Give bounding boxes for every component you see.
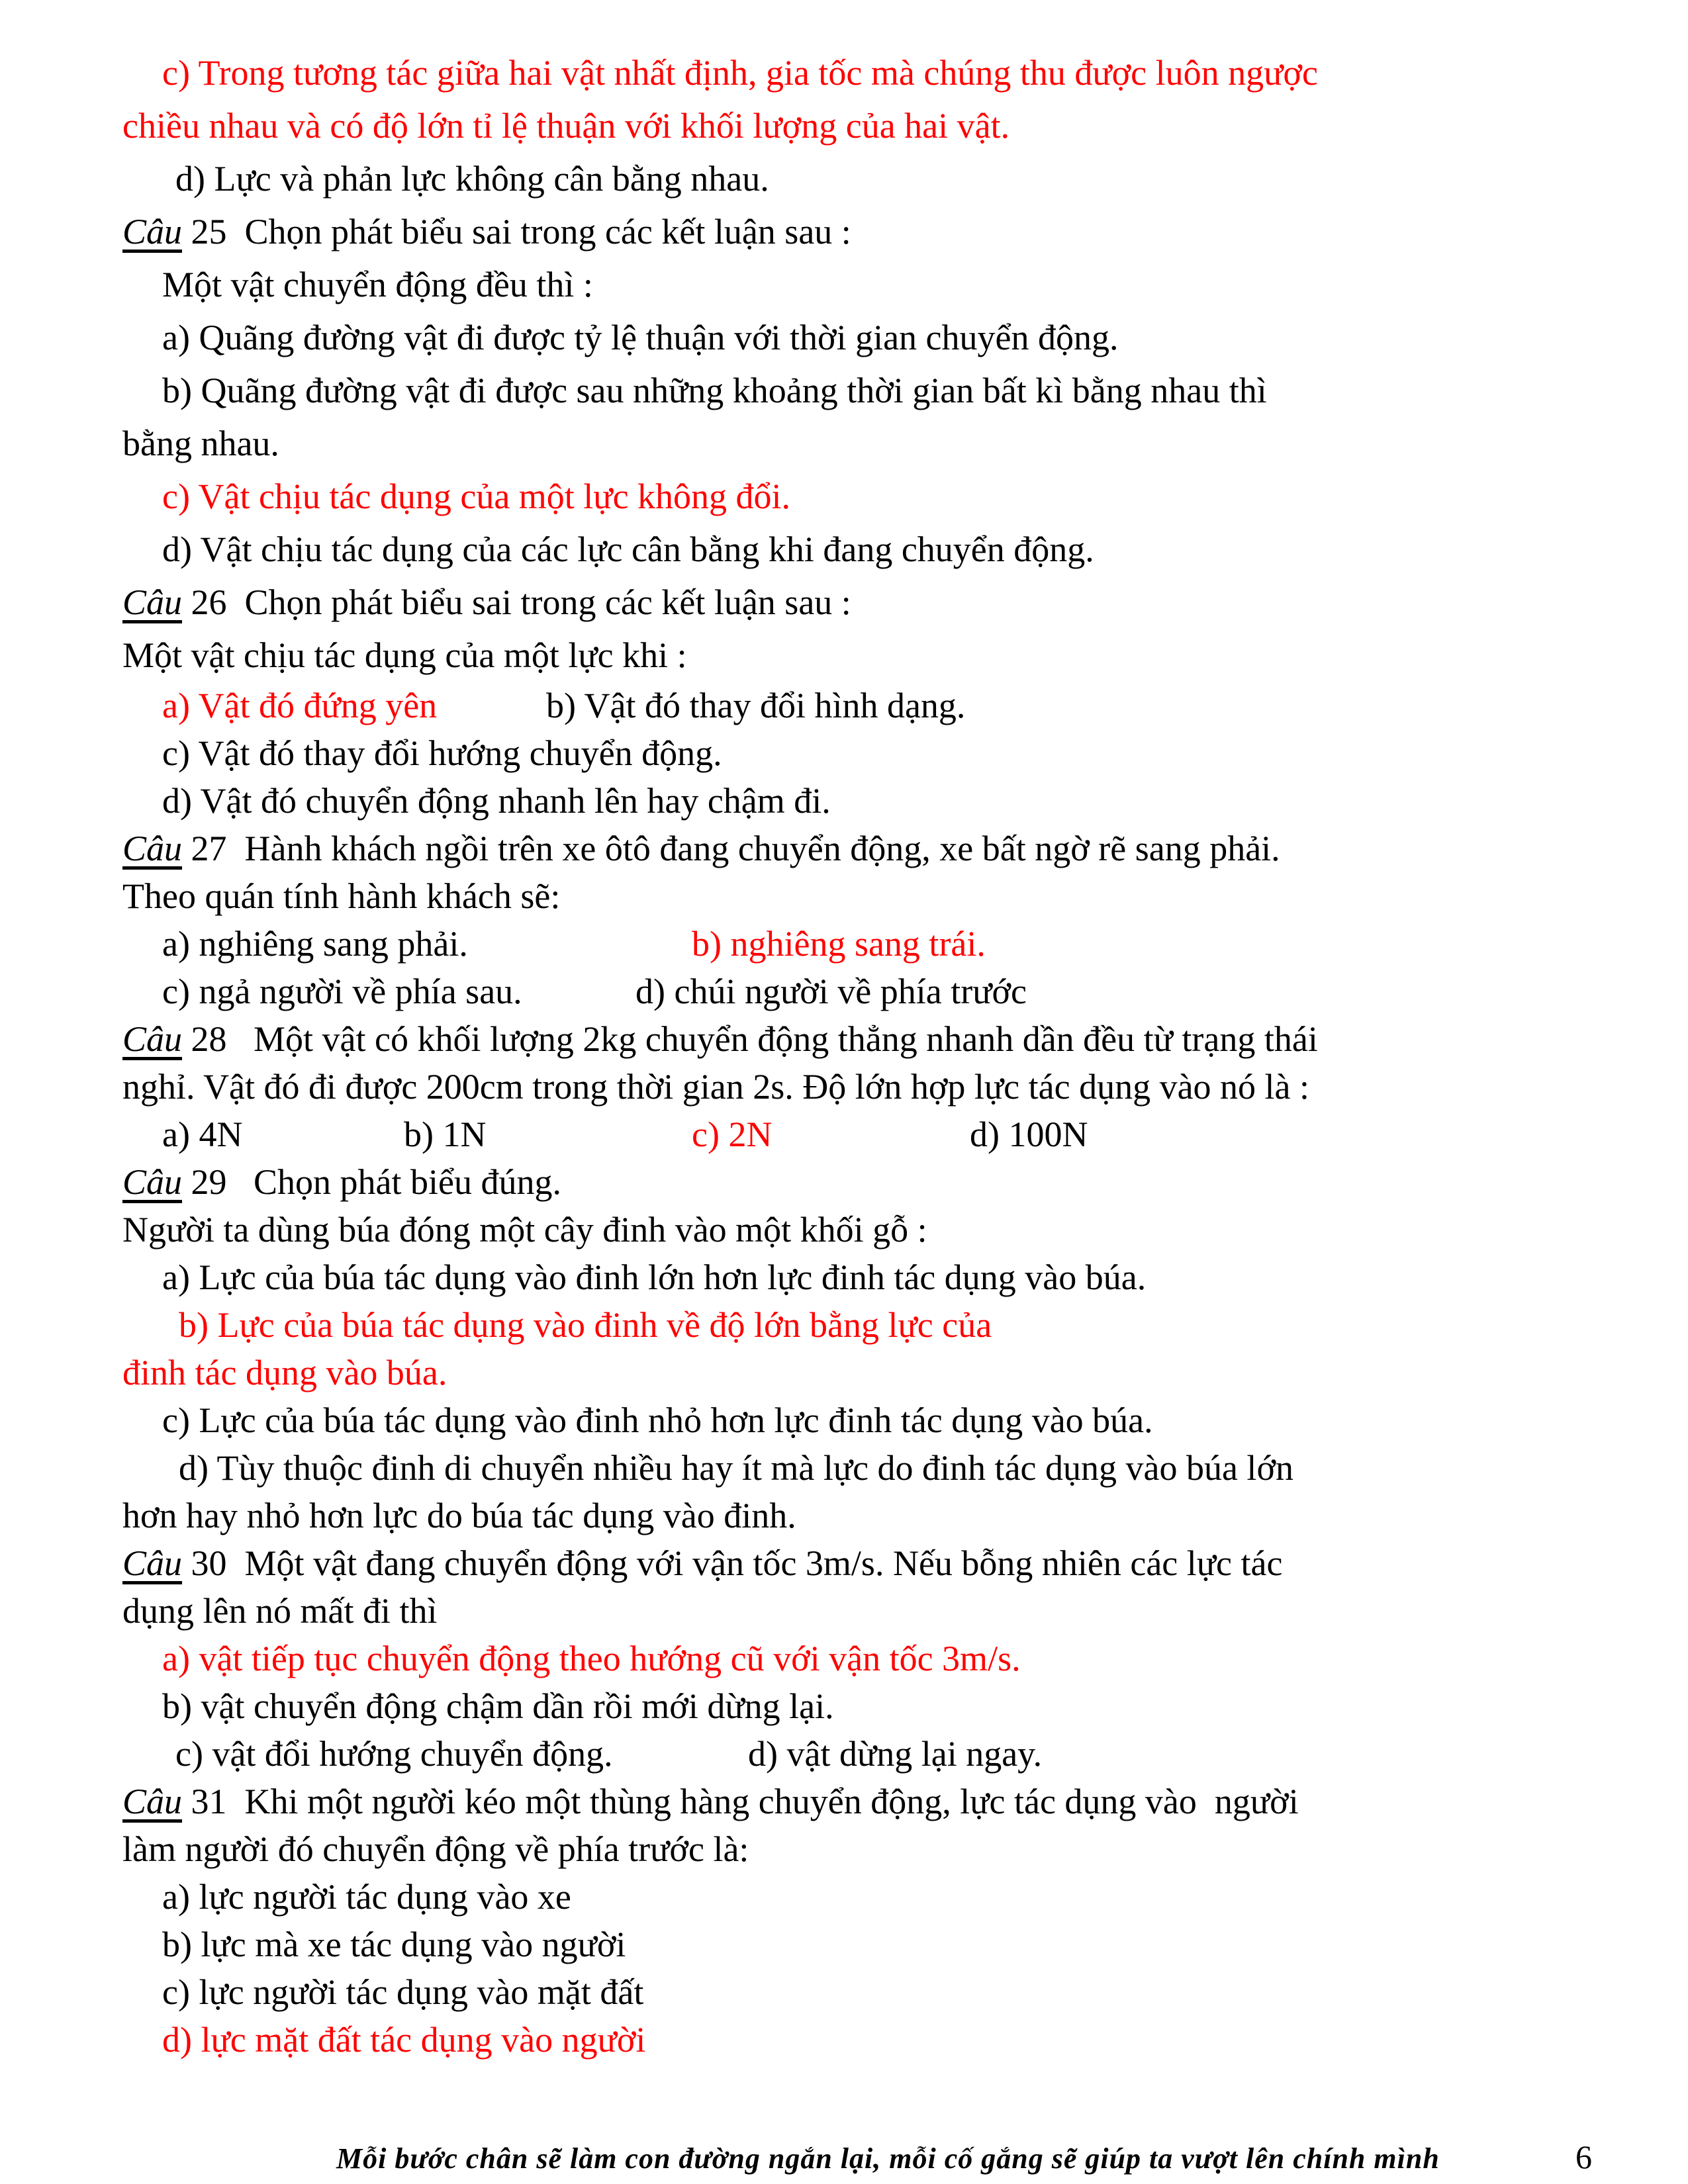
body-text-segment: d) Lực và phản lực không cân bằng nhau. [175,159,769,199]
text-line [0,1968,1688,2016]
body-text-segment: b) Vật đó thay đổi hình dạng. [546,686,966,725]
highlighted-answer-text: c) 2N [692,1115,773,1154]
text-line [0,1206,1688,1253]
text-line [0,1349,1688,1396]
text-line [0,523,1688,576]
text-line [0,417,1688,470]
highlighted-answer-text: c) Trong tương tác giữa hai vật nhất định, gia tốc mà chúng thu được luôn ngược [162,53,1318,93]
text-line [0,1730,1688,1778]
question-number-label: Câu [122,582,183,622]
text-line [0,825,1688,872]
text-line [0,1778,1688,1825]
body-text-segment: d) chúi người về phía trước [635,972,1027,1011]
body-text-segment: 25 Chọn phát biểu sai trong các kết luận sau : [182,212,851,251]
footer-motto: Mỗi bước chân sẽ làm con đường ngắn lại, mỗi cố gắng sẽ giúp ta vượt lên chính mình [336,2142,1440,2175]
highlighted-answer-text: chiều nhau và có độ lớn tỉ lệ thuận với khối lượng của hai vật. [122,106,1010,146]
body-text-segment: d) Vật chịu tác dụng của các lực cân bằng khi đang chuyển động. [162,529,1094,569]
text-line [0,470,1688,523]
body-text-segment: d) 100N [970,1115,1088,1154]
text-line [0,1825,1688,1873]
text-line [0,1301,1688,1349]
text-line [0,1492,1688,1539]
text-line [0,1158,1688,1206]
body-text-segment: c) Lực của búa tác dụng vào đinh nhỏ hơn lực đinh tác dụng vào búa. [162,1400,1153,1440]
text-line [0,152,1688,205]
body-text-segment: làm người đó chuyển động về phía trước là: [122,1829,749,1869]
text-line [0,576,1688,629]
highlighted-answer-text: a) Vật đó đứng yên [162,686,438,725]
text-line [0,1539,1688,1587]
body-text-segment: a) nghiêng sang phải. [162,924,468,964]
text-line [0,1682,1688,1730]
page-footer [0,2138,1688,2184]
body-text-segment: d) Vật đó chuyển động nhanh lên hay chậm đi. [162,781,831,821]
text-line [0,258,1688,311]
text-line [0,872,1688,920]
text-line [0,1444,1688,1492]
text-line [0,1635,1688,1682]
body-text-segment: 27 Hành khách ngồi trên xe ôtô đang chuyển động, xe bất ngờ rẽ sang phải. [182,829,1280,868]
body-text-segment: dụng lên nó mất đi thì [122,1591,438,1631]
body-text-segment: d) vật dừng lại ngay. [748,1734,1043,1774]
body-text-segment: b) Quãng đường vật đi được sau những khoảng thời gian bất kì bằng nhau thì [162,371,1267,410]
text-line [0,777,1688,825]
text-line [0,1396,1688,1444]
question-number-label: Câu [122,212,183,251]
body-text-segment: a) 4N [162,1115,243,1154]
text-line [0,729,1688,777]
highlighted-answer-text: a) vật tiếp tục chuyển động theo hướng cũ với vận tốc 3m/s. [162,1639,1021,1678]
text-line [0,920,1688,968]
text-line [0,205,1688,258]
page-number: 6 [1575,2138,1592,2175]
highlighted-answer-text: d) lực mặt đất tác dụng vào người [162,2020,646,2060]
highlighted-answer-text: c) Vật chịu tác dụng của một lực không đổi. [162,477,791,516]
body-text-segment: b) vật chuyển động chậm dần rồi mới dừng lại. [162,1686,834,1726]
text-line [0,629,1688,682]
body-text-segment: c) vật đổi hướng chuyển động. [175,1734,613,1774]
text-line [0,968,1688,1015]
body-text-segment: Một vật chuyển động đều thì : [162,265,593,304]
text-line [0,99,1688,152]
body-text-segment: a) Quãng đường vật đi được tỷ lệ thuận với thời gian chuyển động. [162,318,1119,357]
body-text-segment: Người ta dùng búa đóng một cây đinh vào một khối gỗ : [122,1210,927,1250]
body-text-segment: c) ngả người về phía sau. [162,972,522,1011]
body-text-segment: d) Tùy thuộc đinh di chuyển nhiều hay ít mà lực do đinh tác dụng vào búa lớn [179,1448,1293,1488]
text-line [0,1253,1688,1301]
body-text-segment: 26 Chọn phát biểu sai trong các kết luận sau : [182,582,851,622]
question-number-label: Câu [122,1543,183,1583]
body-text-segment: b) 1N [404,1115,487,1154]
question-number-label: Câu [122,1782,183,1821]
body-text-segment: 31 Khi một người kéo một thùng hàng chuyển động, lực tác dụng vào người [182,1782,1299,1821]
body-text-segment: nghỉ. Vật đó đi được 200cm trong thời gian 2s. Độ lớn hợp lực tác dụng vào nó là : [122,1067,1310,1107]
text-line [0,1587,1688,1635]
question-number-label: Câu [122,1162,183,1202]
question-number-label: Câu [122,829,183,868]
highlighted-answer-text: đinh tác dụng vào búa. [122,1353,447,1392]
text-line [0,1873,1688,1921]
question-number-label: Câu [122,1019,183,1059]
body-text-segment: a) Lực của búa tác dụng vào đinh lớn hơn lực đinh tác dụng vào búa. [162,1257,1147,1297]
body-text-segment: 29 Chọn phát biểu đúng. [182,1162,561,1202]
highlighted-answer-text: b) Lực của búa tác dụng vào đinh về độ lớn bằng lực của [179,1305,992,1345]
text-line [0,1063,1688,1111]
text-line [0,311,1688,364]
body-text-segment: Một vật chịu tác dụng của một lực khi : [122,635,687,675]
text-line [0,46,1688,99]
body-text-segment: 28 Một vật có khối lượng 2kg chuyển động thẳng nhanh dần đều từ trạng thái [182,1019,1318,1059]
text-line [0,1015,1688,1063]
text-line [0,364,1688,417]
body-text-segment: 30 Một vật đang chuyển động với vận tốc 3m/s. Nếu bỗng nhiên các lực tác [182,1543,1283,1583]
body-text-segment: Theo quán tính hành khách sẽ: [122,876,561,916]
text-line [0,2016,1688,2064]
body-text-segment: bằng nhau. [122,424,279,463]
body-text-segment: c) Vật đó thay đổi hướng chuyển động. [162,733,722,773]
body-text-segment: hơn hay nhỏ hơn lực do búa tác dụng vào đinh. [122,1496,796,1535]
text-line [0,682,1688,729]
body-text-segment: c) lực người tác dụng vào mặt đất [162,1972,644,2012]
text-line [0,1921,1688,1968]
text-line [0,1111,1688,1158]
highlighted-answer-text: b) nghiêng sang trái. [692,924,986,964]
body-text-segment: a) lực người tác dụng vào xe [162,1877,571,1917]
body-text-segment: b) lực mà xe tác dụng vào người [162,1925,626,1964]
